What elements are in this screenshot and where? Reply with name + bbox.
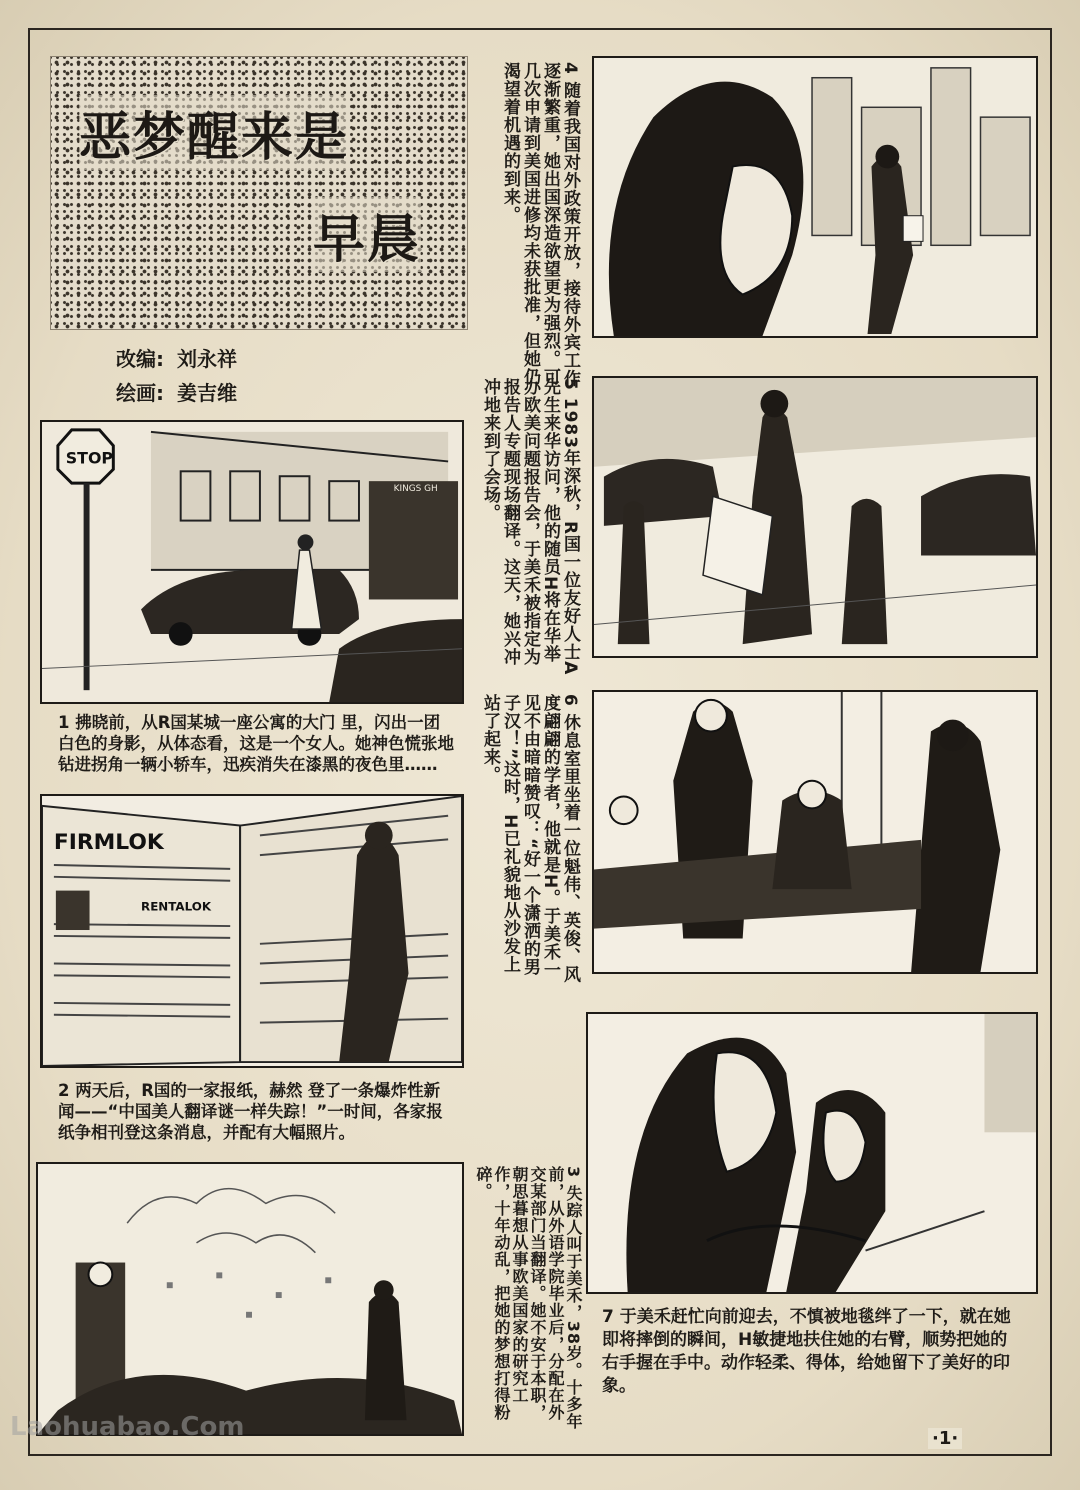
panel-6-image [592,690,1038,974]
caption-6: 6 休息室里坐着一位魁伟、英俊、风度翩翩的学者，他就是H。于美禾一见不由暗暗赞叹：“好一个潇洒的男子汉！”这时，H已礼貌地从沙发上站了起来。 [480,694,580,984]
page-number: ·1· [928,1428,962,1449]
artist-name: 姜吉维 [176,381,237,405]
store-sign: KINGS GH [393,484,438,495]
caption-7: 7 于美禾赶忙向前迎去，不慎被地毯绊了一下，就在她即将摔倒的瞬间，H敏捷地扶住她的右臂，顺势把她的右手握在手中。动作轻柔、得体，给她留下了美好的印象。 [602,1307,1011,1396]
newspaper-subhead: RENTALOK [141,899,212,914]
adapter-label: 改编: [116,347,164,371]
adapter-credit [116,342,237,376]
title-line-2: 早晨 [313,197,421,272]
caption-5: 5 1983年深秋，R国一位友好人士A先生来华访问，他的随员H将在华举办欧美问题报告会，于美禾被指定为报告人专题现场翻译。这天，她兴冲冲地来到了会场。 [480,378,580,676]
panel-1-image [40,420,464,704]
artist-label: 绘画: [116,381,164,405]
caption-3: 3 失踪人叫于美禾，38岁。十多年前，从外语学院毕业后，分配在外交某部门当翻译。她不安于本职，朝思暮想从事欧美国家的研究工作，十年动乱，把她的梦想打得粉碎。 [474,1166,583,1430]
caption-1: 1 拂晓前，从R国某城一座公寓的大门 里，闪出一团白色的身影，从体态看，这是一个女人。她神色慌张地钻进拐角一辆小轿车，迅疾消失在漆黑的夜色里…… [58,713,454,774]
site-watermark: Laohuabao.Com [10,1412,245,1442]
panel-5-image [592,376,1038,658]
panel-3-image [36,1162,464,1436]
credits [116,342,237,410]
panel-4-image [592,56,1038,338]
stop-sign-text: STOP [65,448,114,468]
panel-7-image [586,1012,1038,1294]
caption-4: 4 随着我国对外政策开放，接待外宾工作逐渐繁重，她出国深造欲望更为强烈。可几次申请到美国进修均未获批准，但她仍渴望着机遇的到来。 [500,62,580,388]
title-line-1: 恶梦醒来是 [79,95,349,170]
caption-2: 2 两天后，R国的一家报纸，赫然 登了一条爆炸性新闻——“中国美人翻译谜一样失踪！”一时间，各家报纸争相刊登这条消息，并配有大幅照片。 [58,1081,443,1142]
title-block [50,56,468,330]
newspaper-headline: FIRMLOK [53,830,164,856]
adapter-name: 刘永祥 [176,347,237,371]
artist-credit [116,376,237,410]
panel-2-image [40,794,464,1068]
